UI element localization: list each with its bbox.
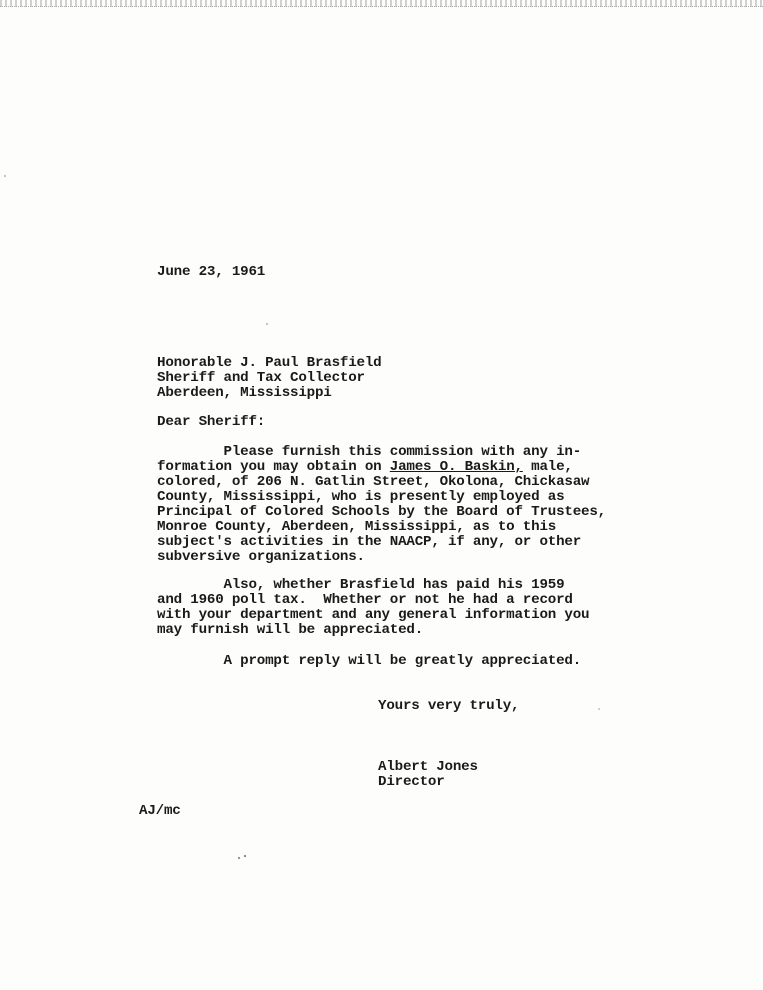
complimentary-close: Yours very truly, (378, 698, 520, 714)
paragraph-line: Please furnish this commission with any in- (157, 444, 582, 460)
paragraph-line: may furnish will be appreciated. (157, 622, 424, 638)
salutation: Dear Sheriff: (157, 414, 266, 430)
paragraph-line (157, 460, 637, 475)
paper-speck (4, 175, 6, 177)
paragraph-line: and 1960 poll tax. Whether or not he had a record (157, 592, 573, 608)
paragraph-line: Also, whether Brasfield has paid his 1959 (157, 577, 565, 593)
text-segment: formation you may obtain on (157, 459, 390, 475)
body-paragraph-3 (157, 654, 637, 669)
reference-initials: AJ/mc (139, 803, 181, 819)
paragraph-line: subversive organizations. (157, 549, 365, 565)
paper-speck (238, 857, 240, 859)
paper-speck (244, 855, 246, 857)
page-top-edge (0, 0, 763, 7)
recipient-name: Honorable J. Paul Brasfield (157, 355, 382, 371)
signatory-title: Director (378, 774, 445, 790)
recipient-title: Sheriff and Tax Collector (157, 370, 365, 386)
paragraph-line: subject's activities in the NAACP, if any, or other (157, 534, 582, 550)
body-paragraph-1 (157, 445, 637, 565)
paragraph-line: County, Mississippi, who is presently employed as (157, 489, 565, 505)
paragraph-line: Principal of Colored Schools by the Board of Trustees, (157, 504, 606, 520)
letter-date: June 23, 1961 (157, 264, 266, 280)
paragraph-line: Monroe County, Aberdeen, Mississippi, as to this (157, 519, 557, 535)
recipient-city: Aberdeen, Mississippi (157, 385, 332, 401)
paper-speck (598, 708, 600, 710)
subject-name: James O. Baskin, (389, 459, 523, 475)
paragraph-line: with your department and any general information you (157, 607, 590, 623)
signatory-name: Albert Jones (378, 759, 478, 775)
text-segment: male, (522, 459, 573, 475)
paragraph-line: colored, of 206 N. Gatlin Street, Okolona, Chickasaw (157, 474, 590, 490)
paper-speck (266, 323, 268, 325)
body-paragraph-2 (157, 578, 637, 638)
paragraph-line: A prompt reply will be greatly appreciated. (157, 653, 582, 669)
